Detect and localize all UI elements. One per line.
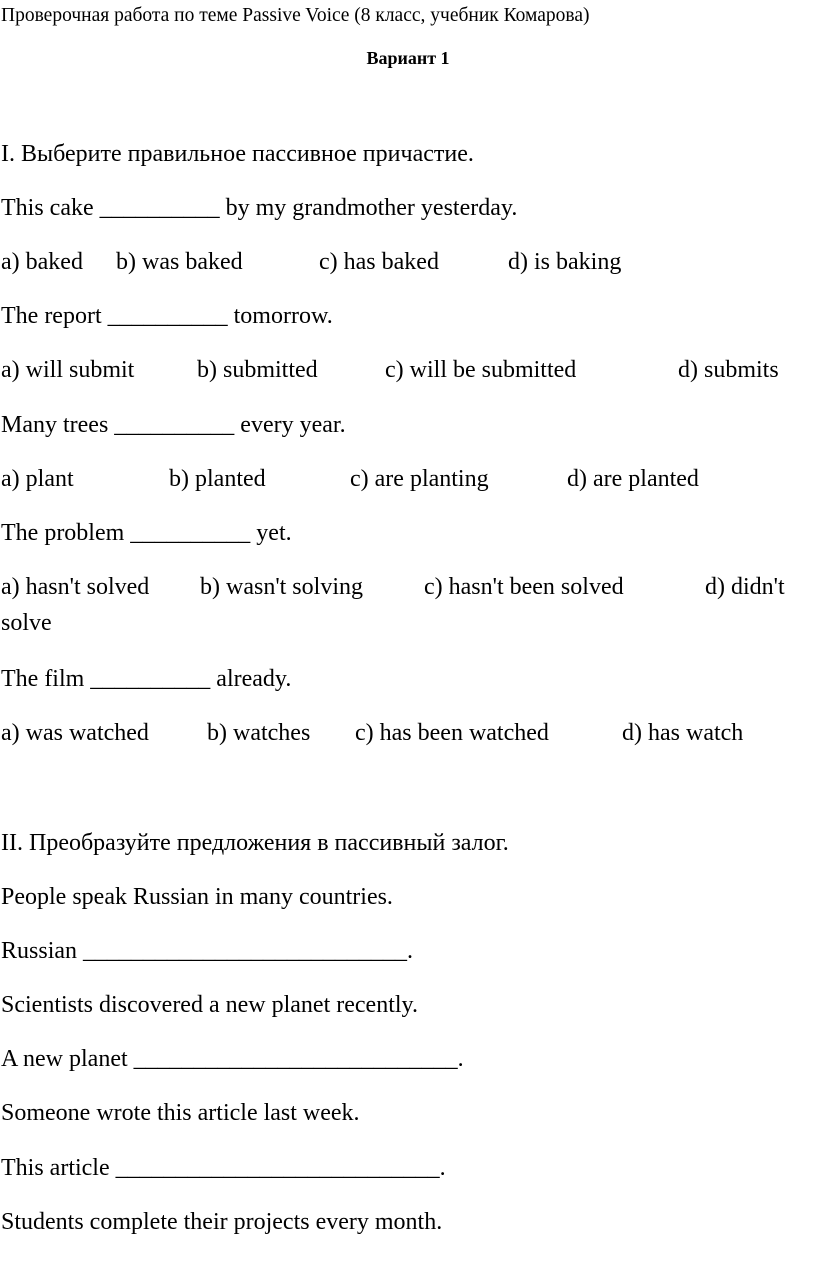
option-a: a) baked <box>1 249 83 275</box>
transform-2-sentence: Scientists discovered a new planet recently. <box>1 992 418 1018</box>
option-a: a) will submit <box>1 357 135 383</box>
section-1-title: I. Выберите правильное пассивное причастие. <box>1 141 474 167</box>
transform-4-sentence: Students complete their projects every month. <box>1 1209 443 1235</box>
option-a: a) hasn't solved <box>1 574 150 600</box>
option-d-wrap: solve <box>1 610 52 636</box>
option-a: a) plant <box>1 466 74 492</box>
transform-3-sentence: Someone wrote this article last week. <box>1 1100 360 1126</box>
transform-1-answer: Russian ___________________________. <box>1 938 414 964</box>
option-b: b) planted <box>169 466 266 492</box>
transform-3-answer: This article ___________________________. <box>1 1155 446 1181</box>
option-b: b) wasn't solving <box>200 574 363 600</box>
transform-1-sentence: People speak Russian in many countries. <box>1 884 393 910</box>
option-b: b) watches <box>207 720 311 746</box>
option-b: b) was baked <box>116 249 243 275</box>
option-c: c) has been watched <box>355 720 549 746</box>
option-c: c) hasn't been solved <box>424 574 624 600</box>
question-2-sentence: The report __________ tomorrow. <box>1 303 333 329</box>
option-c: c) has baked <box>319 249 439 275</box>
question-4-sentence: The problem __________ yet. <box>1 520 292 546</box>
option-d: d) didn't <box>705 574 785 600</box>
option-d: d) submits <box>678 357 779 383</box>
question-3-sentence: Many trees __________ every year. <box>1 412 346 438</box>
option-c: c) are planting <box>350 466 489 492</box>
worksheet-title: Проверочная работа по теме Passive Voice (8 класс, учебник Комарова) <box>1 5 590 26</box>
transform-2-answer: A new planet ___________________________. <box>1 1046 464 1072</box>
question-4-options <box>1 569 785 641</box>
section-2-title: II. Преобразуйте предложения в пассивный залог. <box>1 830 509 856</box>
option-d: d) are planted <box>567 466 699 492</box>
question-1-sentence: This cake __________ by my grandmother yesterday. <box>1 195 518 221</box>
option-b: b) submitted <box>197 357 318 383</box>
variant-label: Вариант 1 <box>366 48 450 68</box>
option-d: d) is baking <box>508 249 622 275</box>
option-d: d) has watch <box>622 720 744 746</box>
question-5-sentence: The film __________ already. <box>1 666 292 692</box>
option-a: a) was watched <box>1 720 149 746</box>
option-c: c) will be submitted <box>385 357 577 383</box>
